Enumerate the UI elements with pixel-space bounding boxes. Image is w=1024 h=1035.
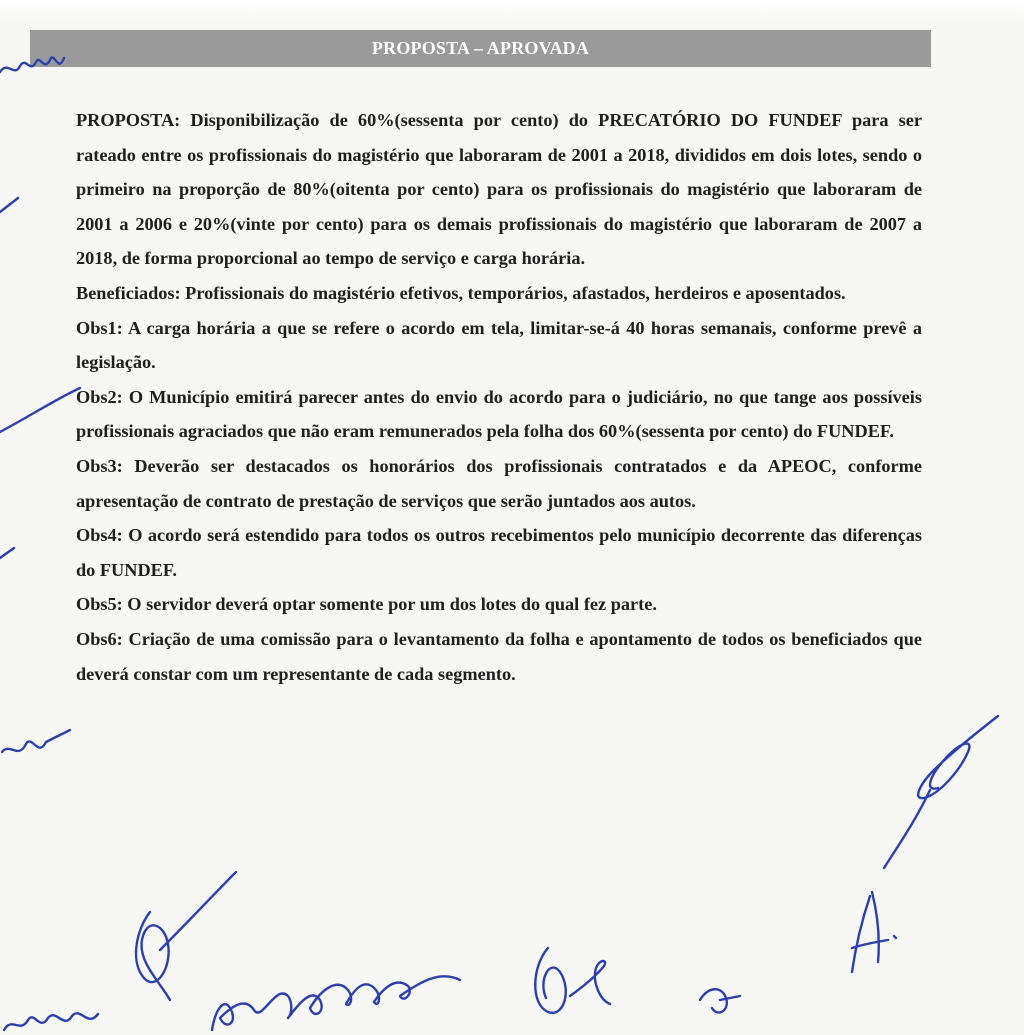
proposal-body: [76, 103, 922, 691]
margin-stroke-1: [0, 198, 18, 212]
margin-stroke-2: [0, 388, 80, 432]
section-header-bar: [30, 30, 931, 67]
page-top-edge: [0, 0, 1024, 24]
proposal-paragraph: PROPOSTA: Disponibilização de 60%(sessenta por cento) do PRECATÓRIO DO FUNDEF para ser rateado entre os profissionais do magistério que laboraram de 2001 a 2018, divididos em dois lotes, sendo o primeiro na proporção de 80%(oitenta por cento) para os profissionais do magistério que laboraram de 2001 a 2006 e 20%(vinte por cento) para os demais profissionais do magistério que laboraram de 2007 a 2018, de forma proporcional ao tempo de serviço e carga horária.: [76, 110, 922, 269]
obs1-paragraph: Obs1: A carga horária a que se refere o acordo em tela, limitar-se-á 40 horas semanais, conforme prevê a legislação.: [76, 317, 922, 373]
obs4-paragraph: Obs4: O acordo será estendido para todos os outros recebimentos pelo município decorrente das diferenças do FUNDEF.: [76, 525, 922, 580]
right-initials-loop: [918, 716, 998, 798]
obs2-paragraph: Obs2: O Município emitirá parecer antes do envio do acordo para o judiciário, no que tange aos possíveis profissionais agraciados que não eram remunerados pela folha dos 60%(sessenta por cento) do FUNDEF.: [76, 386, 922, 442]
section-title: PROPOSTA – APROVADA: [371, 38, 590, 58]
obs6-paragraph: Obs6: Criação de uma comissão para o levantamento da folha e apontamento de todos os beneficiados que deverá constar com um representante de cada segmento.: [76, 628, 922, 684]
margin-stroke-3: [0, 548, 14, 558]
signature-4: [700, 989, 740, 1012]
signature-3: [535, 948, 610, 1013]
obs5-paragraph: Obs5: O servidor deverá optar somente por um dos lotes do qual fez parte.: [76, 594, 657, 615]
obs3-paragraph: Obs3: Deverão ser destacados os honorários dos profissionais contratados e da APEOC, conforme apresentação de contrato de prestação de serviços que serão juntados aos autos.: [76, 455, 922, 511]
beneficiaries-paragraph: Beneficiados: Profissionais do magistério efetivos, temporários, afastados, herdeiros e aposentados.: [76, 282, 846, 303]
margin-scribble-bottom: [4, 1013, 98, 1030]
margin-scribble-mid: [2, 730, 70, 752]
signature-2-arcomes: [212, 976, 460, 1030]
right-initials-tail: [884, 790, 930, 868]
signature-1: [136, 872, 236, 1000]
right-signature: [852, 892, 896, 972]
